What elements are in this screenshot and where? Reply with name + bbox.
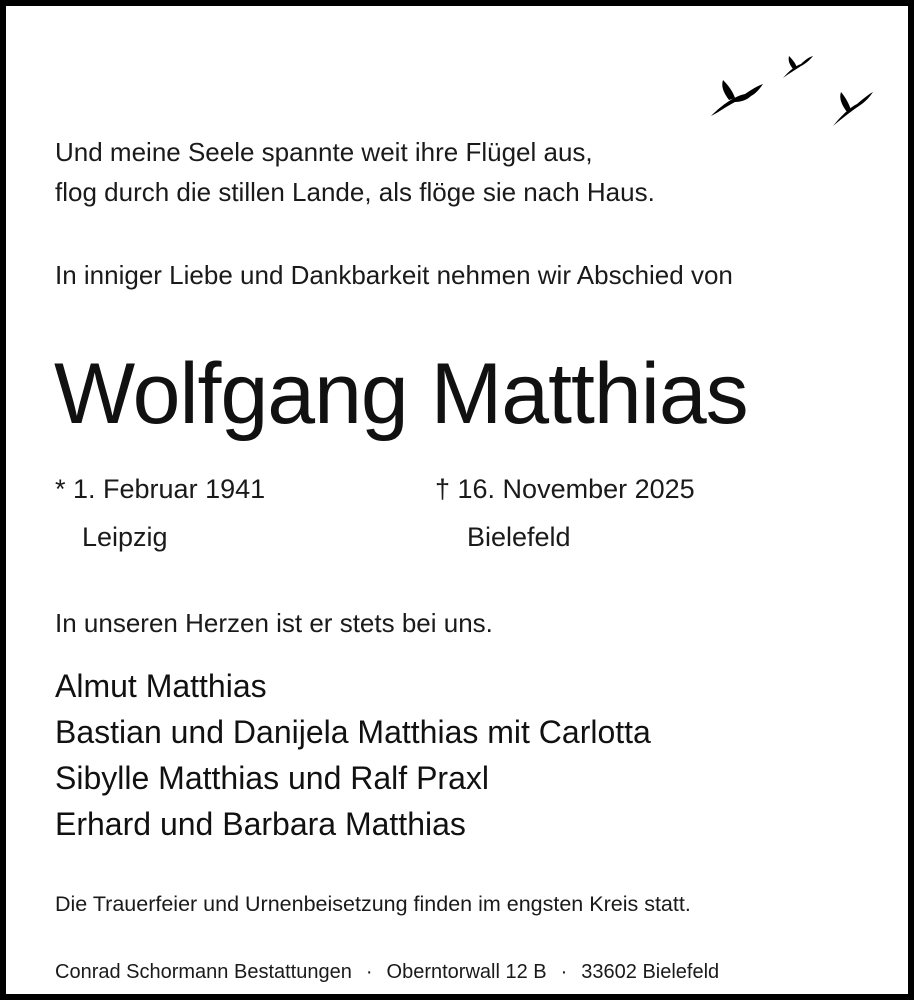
undertaker-footer [55,956,719,988]
remembrance-line: In unseren Herzen ist er stets bei uns. [55,608,493,638]
mourner-name: Bastian und Danijela Matthias mit Carlotta [55,714,651,750]
birth-date: * 1. Februar 1941 [55,474,266,504]
mourners-list [55,663,651,847]
birth-place: Leipzig [82,522,168,552]
undertaker-city: 33602 Bielefeld [581,961,720,983]
verse-line-1: Und meine Seele spannte weit ihre Flügel aus, [55,137,593,167]
death-place: Bielefeld [467,522,571,552]
funeral-note: Die Trauerfeier und Urnenbeisetzung finden im engsten Kreis statt. [55,892,691,916]
mourner-name: Erhard und Barbara Matthias [55,806,466,842]
death-date: † 16. November 2025 [435,474,695,504]
verse [55,132,655,212]
footer-separator: · [365,961,373,983]
flying-birds-icon [701,44,876,134]
footer-separator: · [560,961,568,983]
verse-line-2: flog durch die stillen Lande, als flöge sie nach Haus. [55,177,655,207]
intro-text: In inniger Liebe und Dankbarkeit nehmen wir Abschied von [55,260,733,290]
mourner-name: Almut Matthias [55,668,267,704]
undertaker-street: Oberntorwall 12 B [386,961,547,983]
mourner-name: Sibylle Matthias und Ralf Praxl [55,760,489,796]
undertaker-name: Conrad Schormann Bestattungen [55,961,352,983]
deceased-name: Wolfgang Matthias [54,346,748,442]
